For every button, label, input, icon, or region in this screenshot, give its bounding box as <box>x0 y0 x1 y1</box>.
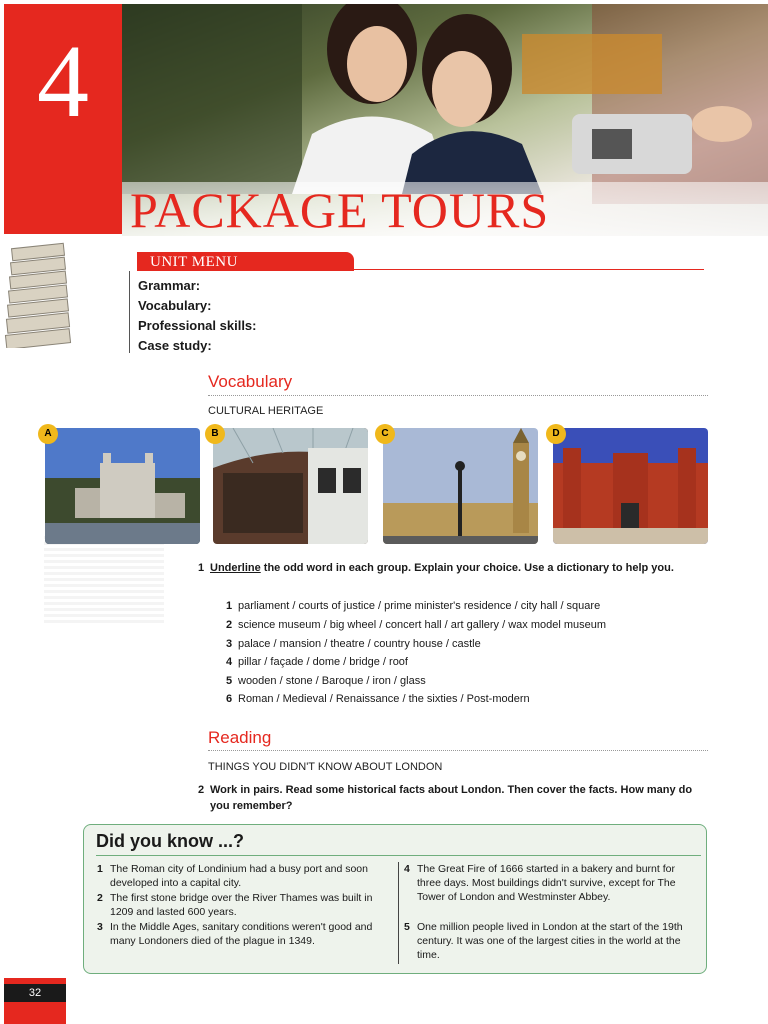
reading-heading: Reading <box>208 728 272 747</box>
menu-item-vocabulary: Vocabulary: <box>138 298 212 313</box>
badge-d: D <box>546 424 566 444</box>
fact-text: One million people lived in London at the start of the 19th century. It was one of the largest cities in the world at the time. <box>417 921 683 961</box>
list-item <box>226 674 426 688</box>
list-item <box>226 599 600 613</box>
list-num: 1 <box>226 600 233 612</box>
vocabulary-rule <box>208 395 708 396</box>
fact-item <box>404 862 697 904</box>
list-text: palace / mansion / theatre / country house / castle <box>238 638 481 650</box>
task-2-instruction <box>198 782 704 814</box>
list-text: Roman / Medieval / Renaissance / the sixties / Post-modern <box>238 693 530 705</box>
menu-item-case-study: Case study: <box>138 338 212 353</box>
list-num: 6 <box>226 693 233 705</box>
list-num: 2 <box>226 619 233 631</box>
task-1-text: the odd word in each group. Explain your choice. Use a dictionary to help you. <box>260 562 674 574</box>
fact-item <box>97 891 385 919</box>
menu-item-professional-skills: Professional skills: <box>138 318 257 333</box>
list-item <box>226 655 408 669</box>
fact-text: The Great Fire of 1666 started in a bakery and burnt for three days. Most buildings didn't survive, except for The Tower of London and Westminster Abbey. <box>417 863 676 903</box>
fact-num: 1 <box>97 863 103 875</box>
task-2-number: 2 <box>198 784 205 796</box>
reading-rule <box>208 750 708 751</box>
photo-houses-of-parliament <box>383 428 538 544</box>
menu-item-grammar: Grammar: <box>138 278 201 293</box>
fact-num: 5 <box>404 921 410 933</box>
page-title: PACKAGE TOURS <box>130 182 550 238</box>
did-you-know-title: Did you know ...? <box>96 831 244 851</box>
list-item <box>226 618 606 632</box>
task-1-instruction <box>198 560 704 576</box>
list-num: 5 <box>226 675 233 687</box>
list-num: 4 <box>226 656 233 668</box>
list-text: wooden / stone / Baroque / iron / glass <box>238 675 426 687</box>
underline-word: Underline <box>210 562 261 574</box>
fact-item <box>97 920 385 948</box>
fact-item <box>97 862 385 890</box>
list-text: parliament / courts of justice / prime minister's residence / city hall / square <box>238 600 601 612</box>
fact-num: 4 <box>404 863 410 875</box>
photo-tower-of-london <box>45 428 200 544</box>
fact-text: In the Middle Ages, sanitary conditions weren't good and many Londoners died of the plague in 1349. <box>110 921 373 947</box>
list-text: science museum / big wheel / concert hall / art gallery / wax model museum <box>238 619 607 631</box>
fact-item <box>404 920 697 962</box>
vocabulary-subheading: CULTURAL HERITAGE <box>208 405 324 417</box>
unit-number: 4 <box>37 24 89 139</box>
unit-menu-label: UNIT MENU <box>150 254 238 270</box>
leaning-tower-image <box>4 236 76 348</box>
vocabulary-heading: Vocabulary <box>208 372 293 391</box>
did-you-know-divider <box>398 862 399 964</box>
task-1-number: 1 <box>198 562 205 574</box>
unit-menu-left-rule <box>129 271 130 353</box>
task-2-text: Work in pairs. Read some historical facts about London. Then cover the facts. How many do you remember? <box>210 784 693 812</box>
fact-num: 2 <box>97 892 103 904</box>
fact-text: The first stone bridge over the River Thames was built in 1209 and lasted 600 years. <box>110 892 373 918</box>
unit-menu-rule <box>354 269 704 270</box>
badge-b: B <box>205 424 225 444</box>
badge-a: A <box>38 424 58 444</box>
fact-num: 3 <box>97 921 103 933</box>
page-number: 32 <box>28 987 42 999</box>
reading-subheading: THINGS YOU DIDN'T KNOW ABOUT LONDON <box>208 761 443 773</box>
badge-c: C <box>375 424 395 444</box>
photo-hampton-court-palace <box>553 428 708 544</box>
fact-text: The Roman city of Londinium had a busy port and soon developed into a capital city. <box>110 863 368 889</box>
did-you-know-rule <box>96 855 701 856</box>
list-num: 3 <box>226 638 233 650</box>
list-item <box>226 692 530 706</box>
photo-reflection <box>44 536 164 626</box>
photo-british-museum-court <box>213 428 368 544</box>
list-item <box>226 637 481 651</box>
list-text: pillar / façade / dome / bridge / roof <box>238 656 408 668</box>
